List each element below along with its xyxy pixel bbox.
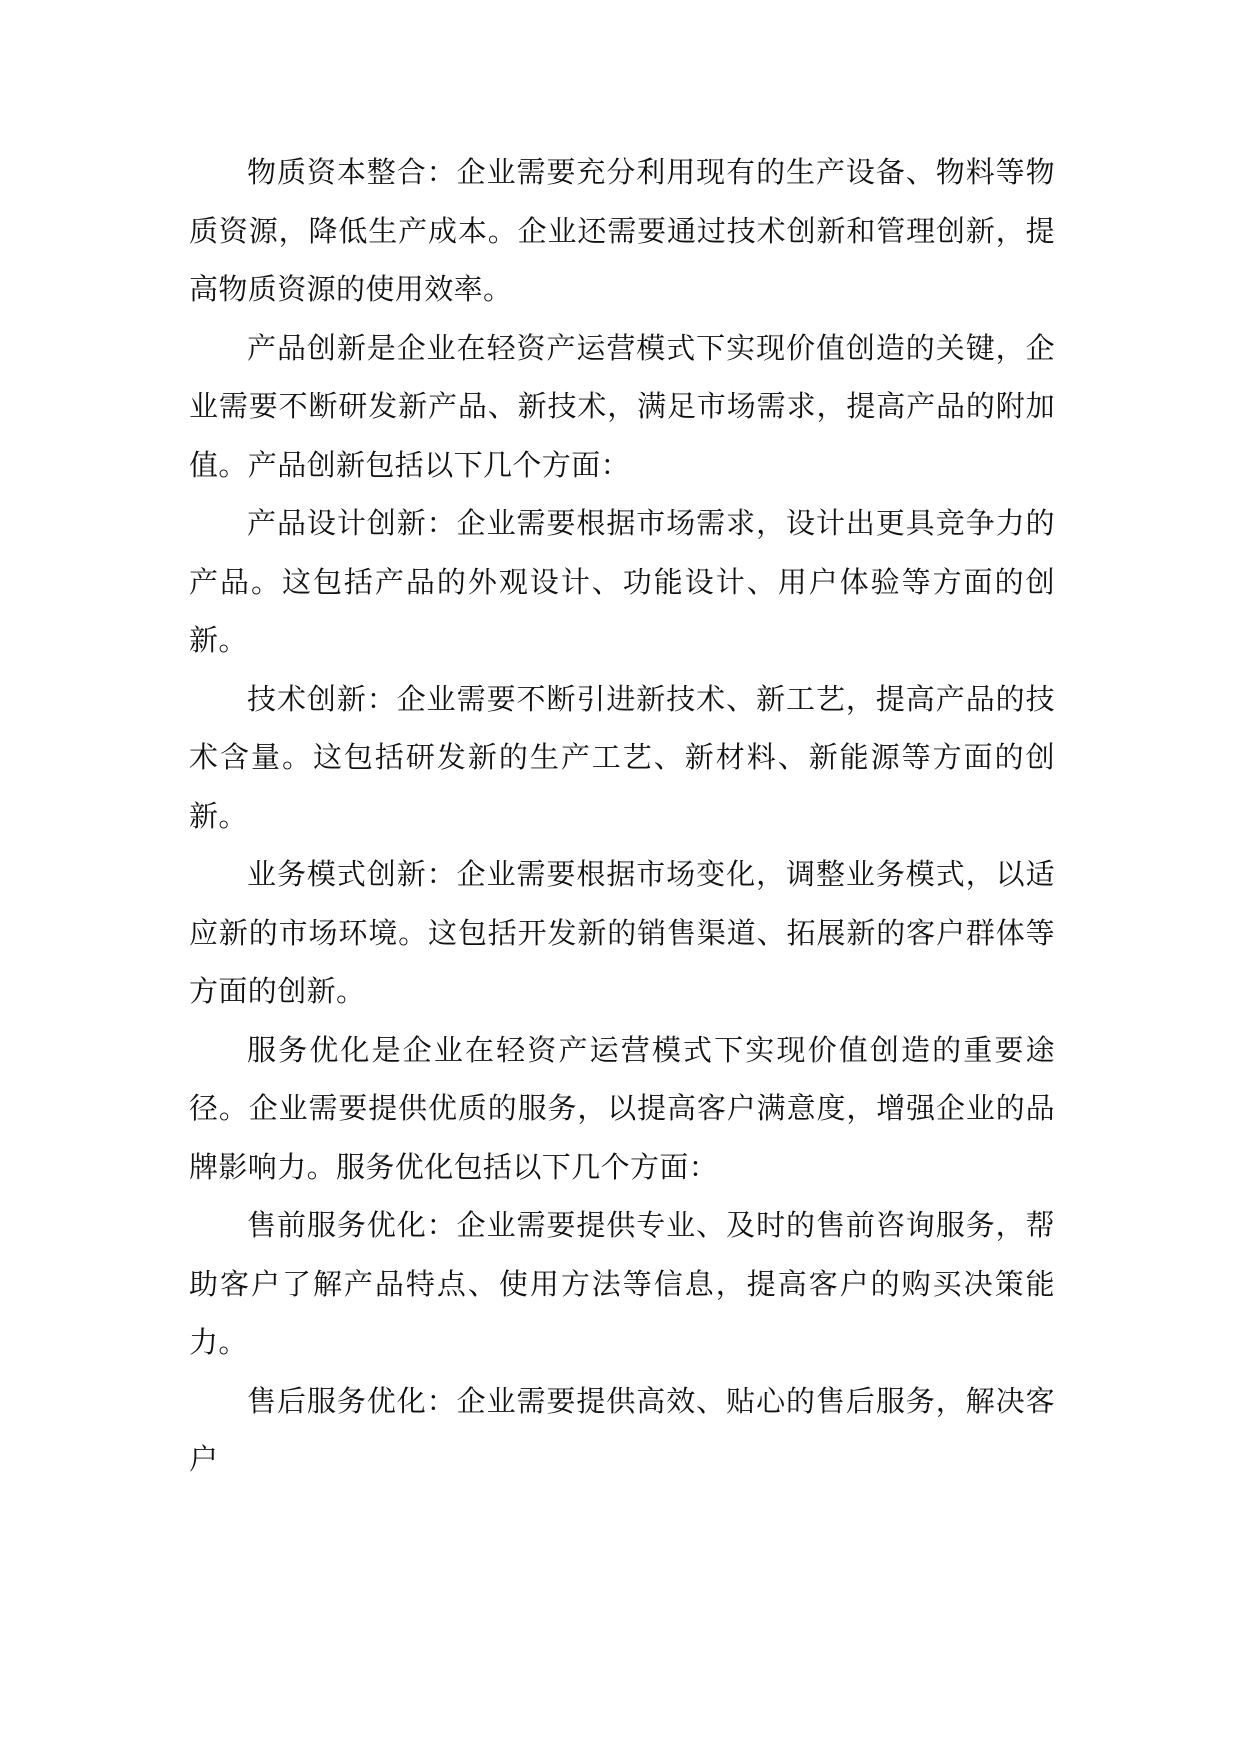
- paragraph-product-design: 产品设计创新：企业需要根据市场需求，设计出更具竞争力的产品。这包括产品的外观设计、功能设计、用户体验等方面的创新。: [189, 506, 1055, 657]
- paragraph-technology: 技术创新：企业需要不断引进新技术、新工艺，提高产品的技术含量。这包括研发新的生产工艺、新材料、新能源等方面的创新。: [189, 681, 1055, 833]
- paragraph-service-optimization: 服务优化是企业在轻资产运营模式下实现价值创造的重要途径。企业需要提供优质的服务，以提高客户满意度，增强企业的品牌影响力。服务优化包括以下几个方面：: [189, 1032, 1055, 1184]
- paragraph-product-innovation: 产品创新是企业在轻资产运营模式下实现价值创造的关键，企业需要不断研发新产品、新技术，满足市场需求，提高产品的附加值。产品创新包括以下几个方面：: [189, 330, 1055, 482]
- paragraph-business-model: 业务模式创新：企业需要根据市场变化，调整业务模式，以适应新的市场环境。这包括开发新的销售渠道、拓展新的客户群体等方面的创新。: [189, 857, 1055, 1008]
- document-body: [189, 143, 1055, 1489]
- paragraph-material-capital: 物质资本整合：企业需要充分利用现有的生产设备、物料等物质资源，降低生产成本。企业还需要通过技术创新和管理创新，提高物质资源的使用效率。: [189, 155, 1055, 306]
- paragraph-presales: 售前服务优化：企业需要提供专业、及时的售前咨询服务，帮助客户了解产品特点、使用方法等信息，提高客户的购买决策能力。: [189, 1208, 1055, 1359]
- paragraph-aftersales: 售后服务优化：企业需要提供高效、贴心的售后服务，解决客户: [189, 1383, 1055, 1476]
